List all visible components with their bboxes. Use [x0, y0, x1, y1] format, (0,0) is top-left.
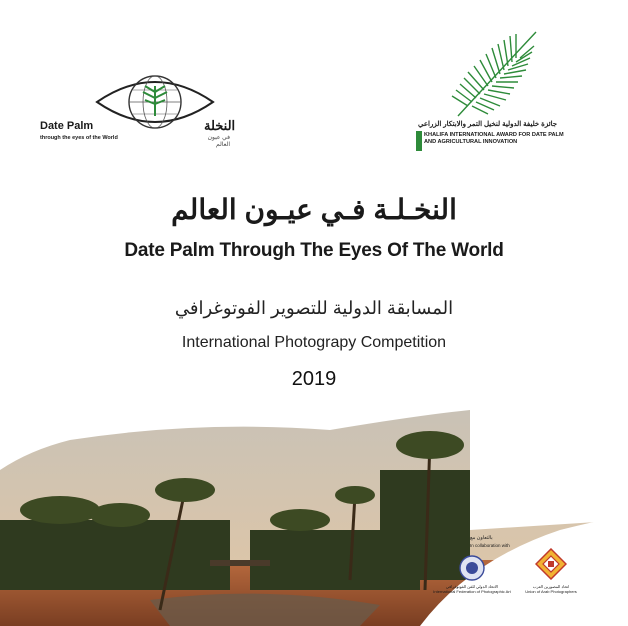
logo-title: Date Palm: [40, 120, 94, 132]
award-english-line1: KHALIFA INTERNATIONAL AWARD FOR DATE PALM: [424, 132, 564, 138]
fiap-caption-arabic: الاتحاد الدولي للفن الفوتوغرافي: [445, 584, 499, 589]
award-arabic-name: جائزة خليفة الدولية لنخيل التمر والابتكار الزراعي: [418, 121, 558, 128]
competition-english: International Photograpy Competition: [181, 334, 447, 351]
fiap-caption-english: International Federation of Photographic Art: [433, 589, 511, 594]
logo-subtitle: through the eyes of the World: [40, 135, 118, 141]
title-arabic: النخـلـة فـي عيـون العالم: [171, 194, 457, 225]
uap-caption-arabic: اتحاد المصورين العرب: [532, 584, 570, 589]
logo-arabic-title: النخلة: [204, 118, 236, 133]
palm-frond-icon: [448, 28, 538, 118]
khalifa-award-logo: [408, 28, 578, 168]
uap-logo-icon: [535, 548, 567, 580]
uap-caption-english: Union of Arab Photographers: [525, 589, 577, 594]
collab-arabic: بالتعاون مع: [470, 535, 493, 541]
uap-caption: [511, 584, 591, 594]
award-english-name: [424, 132, 574, 146]
eye-icon: [95, 72, 215, 132]
date-palm-eye-logo: [40, 72, 236, 152]
year: 2019: [291, 368, 337, 390]
collab-english: In collaboration with: [470, 543, 510, 548]
logo-arabic-subtitle: في عيون العالم: [207, 135, 230, 148]
title-english: Date Palm Through The Eyes Of The World: [124, 240, 504, 261]
fiap-caption: [432, 584, 512, 594]
award-accent-bar: [416, 131, 422, 151]
award-english-line2: AND AGRICULTURAL INNOVATION: [424, 139, 518, 145]
fiap-logo-icon: [459, 555, 485, 581]
competition-arabic: المسابقة الدولية للتصوير الفوتوغرافي: [174, 298, 454, 318]
